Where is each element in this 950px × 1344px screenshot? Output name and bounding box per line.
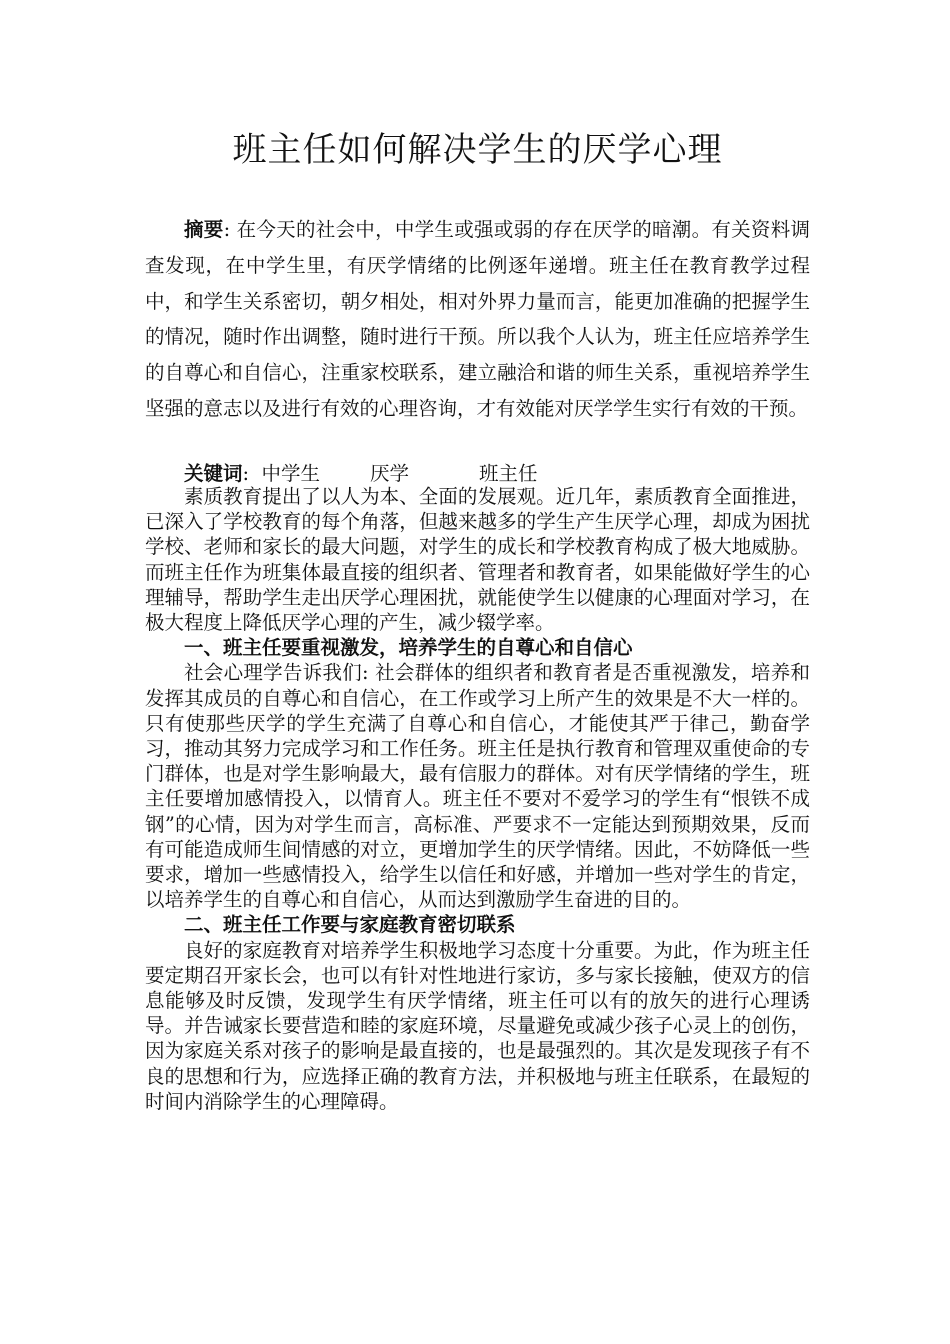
document-title: 班主任如何解决学生的厌学心理 xyxy=(232,130,723,170)
keywords-separator: : xyxy=(242,462,250,485)
section-heading: 一、班主任要重视激发，培养学生的自尊心和自信心 xyxy=(184,636,633,660)
keyword-item: 中学生 xyxy=(261,462,321,485)
section-paragraph: 社会心理学告诉我们: 社会群体的组织者和教育者是否重视激发，培养和发挥其成员的自尊心和自信心，在工作或学习上所产生的效果是不大一样的。只有使那些厌学的学生充满了自尊心和自信心，才能使其严于律己，勤奋学习，推动其努力完成学习和工作任务。班主任是执行教育和管理双重使命的专门群体，也是对学生影响最大，最有信服力的群体。对有厌学情绪的学生，班主任要增加感情投入，以情育人。班主任不要对不爱学习的学生有“恨铁不成钢”的心情，因为对学生而言，高标准、严要求不一定能达到预期效果，反而有可能造成师生间情感的对立，更增加学生的厌学情绪。因此，不妨降低一些要求，增加一些感情投入，给学生以信任和好感，并增加一些对学生的肯定，以培养学生的自尊心和自信心，从而达到激励学生奋进的目的。 xyxy=(145,661,810,912)
section-paragraph: 良好的家庭教育对培养学生积极地学习态度十分重要。为此，作为班主任要定期召开家长会，也可以有针对性地进行家访，多与家长接触，使双方的信息能够及时反馈，发现学生有厌学情绪，班主任可以有的放矢的进行心理诱导。并告诫家长要营造和睦的家庭环境，尽量避免或减少孩子心灵上的创伤，因为家庭关系对孩子的影响是最直接的，也是最强烈的。其次是发现孩子有不良的思想和行为，应选择正确的教育方法，并积极地与班主任联系，在最短的时间内消除学生的心理障碍。 xyxy=(145,938,810,1113)
keyword-item: 厌学 xyxy=(370,462,410,485)
abstract-label: 摘要 xyxy=(184,218,224,241)
intro-paragraph: 素质教育提出了以人为本、全面的发展观。近几年，素质教育全面推进，已深入了学校教育的每个角落，但越来越多的学生产生厌学心理，却成为困扰学校、老师和家长的最大问题，对学生的成长和学校教育构成了极大地威胁。而班主任作为班集体最直接的组织者、管理者和教育者，如果能做好学生的心理辅导，帮助学生走出厌学心理困扰，就能使学生以健康的心理面对学习，在极大程度上降低厌学心理的产生，减少辍学率。 xyxy=(145,485,810,635)
abstract-paragraph xyxy=(145,212,810,427)
keyword-item: 班主任 xyxy=(479,462,538,485)
document-body xyxy=(145,484,810,1114)
abstract-text: : 在今天的社会中，中学生或强或弱的存在厌学的暗潮。有关资料调查发现，在中学生里，有厌学情绪的比例逐年递增。班主任在教育教学过程中，和学生关系密切，朝夕相处，相对外界力量而言，能更加准确的把握学生的情况，随时作出调整，随时进行干预。所以我个人认为，班主任应培养学生的自尊心和自信心，注重家校联系，建立融洽和谐的师生关系，重视培养学生坚强的意志以及进行有效的心理咨询，才有效能对厌学学生实行有效的干预。 xyxy=(145,218,810,420)
keywords-label: 关键词 xyxy=(184,462,243,485)
section-heading: 二、班主任工作要与家庭教育密切联系 xyxy=(184,913,516,937)
